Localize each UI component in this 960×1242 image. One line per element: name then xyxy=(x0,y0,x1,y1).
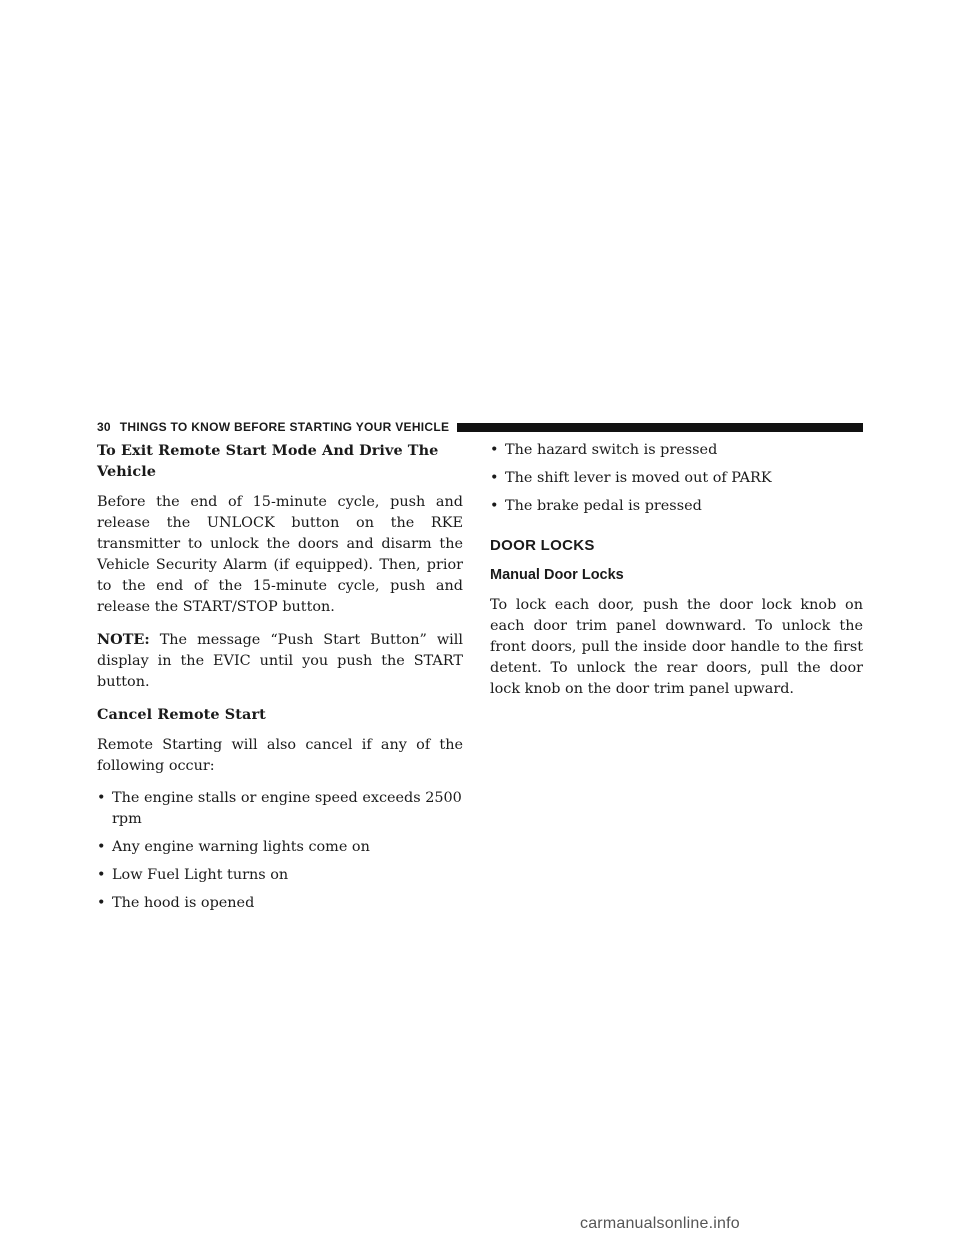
exit-remote-start-paragraph: Before the end of 15-minute cycle, push and release the UNLOCK button on the RKE transmitter to unlock the doors and disarm the Vehicle Security Alarm (if equipped). Then, prior to the end of the 15-minute cycle, push and release the START/STOP button. xyxy=(97,494,463,615)
bullet-icon: • xyxy=(97,839,106,855)
list-item-text: The engine stalls or engine speed exceeds 2500 rpm xyxy=(112,790,462,827)
bullet-icon: • xyxy=(97,790,106,806)
page-header xyxy=(97,418,863,436)
cancel-remote-start-heading: Cancel Remote Start xyxy=(97,706,266,723)
door-locks-heading: DOOR LOCKS xyxy=(490,537,595,554)
list-item xyxy=(97,865,463,886)
list-item xyxy=(490,440,863,461)
list-item-text: Any engine warning lights come on xyxy=(112,839,370,855)
bullet-icon: • xyxy=(97,867,106,883)
page-number: 30 xyxy=(97,420,111,434)
list-item-text: The hood is opened xyxy=(112,895,255,911)
list-item-text: The brake pedal is pressed xyxy=(505,498,702,514)
list-item xyxy=(490,468,863,489)
list-item-text: Low Fuel Light turns on xyxy=(112,867,289,883)
cancel-conditions-list xyxy=(97,788,463,914)
list-item xyxy=(490,496,863,517)
bullet-icon: • xyxy=(97,895,106,911)
cancel-conditions-list-continued xyxy=(490,440,863,517)
note-label: NOTE: xyxy=(97,631,150,648)
footer-watermark[interactable]: carmanualsonline.info xyxy=(580,1215,740,1232)
list-item xyxy=(97,788,463,830)
note-text: The message “Push Start Button” will display in the EVIC until you push the START button. xyxy=(97,632,463,690)
list-item xyxy=(97,837,463,858)
bullet-icon: • xyxy=(490,498,499,514)
bullet-icon: • xyxy=(490,470,499,486)
manual-door-locks-heading: Manual Door Locks xyxy=(490,567,624,583)
list-item xyxy=(97,893,463,914)
note-paragraph xyxy=(97,629,463,693)
cancel-intro-paragraph: Remote Starting will also cancel if any of the following occur: xyxy=(97,737,463,774)
exit-remote-start-heading: To Exit Remote Start Mode And Drive The Vehicle xyxy=(97,442,439,480)
left-column xyxy=(97,440,463,921)
section-title: THINGS TO KNOW BEFORE STARTING YOUR VEHICLE xyxy=(119,420,450,434)
bullet-icon: • xyxy=(490,442,499,458)
right-column xyxy=(490,440,863,711)
manual-door-locks-paragraph: To lock each door, push the door lock knob on each door trim panel downward. To unlock the front doors, pull the inside door handle to the first detent. To unlock the rear doors, pull the door lock knob on the door trim panel upward. xyxy=(490,597,863,697)
list-item-text: The shift lever is moved out of PARK xyxy=(505,470,772,486)
list-item-text: The hazard switch is pressed xyxy=(505,442,718,458)
header-rule xyxy=(457,423,863,432)
